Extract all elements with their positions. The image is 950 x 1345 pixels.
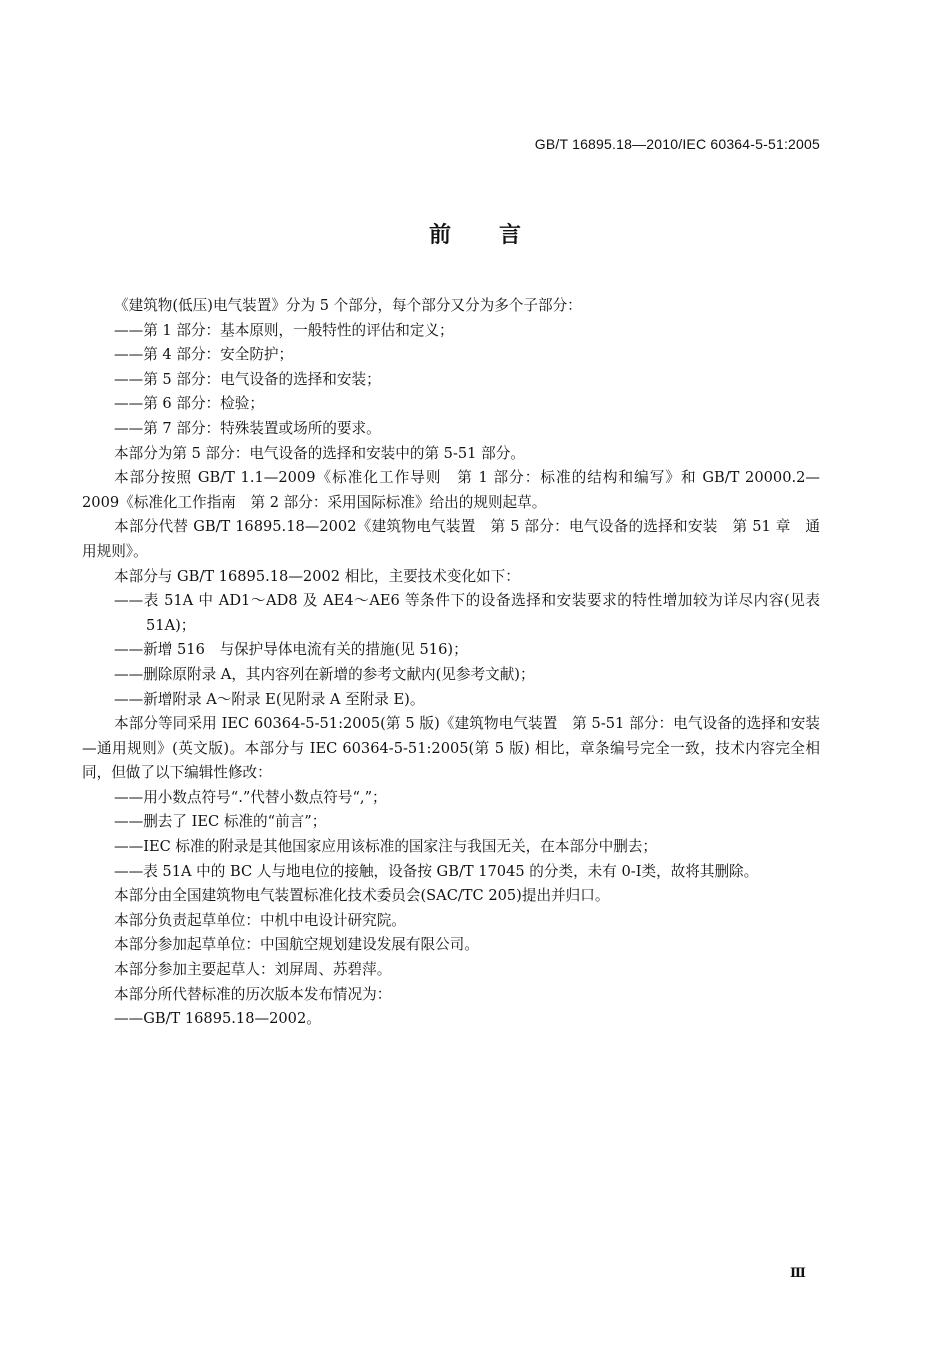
proposed-by-paragraph: 本部分由全国建筑物电气装置标准化技术委员会(SAC/TC 205)提出并归口。 — [114, 887, 610, 905]
change-list-item: ——新增 516 与保护导体电流有关的措施(见 516)； — [114, 641, 468, 659]
standard-code: GB/T 16895.18—2010/IEC 60364-5-51:2005 — [534, 136, 820, 152]
drafting-rules-paragraph: 本部分按照 GB/T 1.1—2009《标准化工作导则 第 1 部分：标准的结构和编写》和 GB/T 20000.2—2009《标准化工作指南 第 2 部分：采用国际标准》给出的规则起草。 — [82, 469, 820, 511]
page-number: Ⅲ — [790, 1266, 806, 1281]
edit-list-item: ——表 51A 中的 BC 人与地电位的接触，设备按 GB/T 17045 的分类，未有 0-Ⅰ类，故将其删除。 — [114, 862, 759, 880]
history-intro-paragraph: 本部分所代替标准的历次版本发布情况为： — [114, 985, 392, 1003]
part-list-item: ——第 1 部分：基本原则，一般特性的评估和定义； — [114, 321, 454, 339]
drafters-paragraph: 本部分参加主要起草人：刘屏周、苏碧萍。 — [114, 961, 392, 979]
history-list-item: ——GB/T 16895.18—2002。 — [114, 1010, 321, 1028]
drafting-unit-paragraph: 本部分负责起草单位：中机中电设计研究院。 — [114, 911, 406, 929]
edit-list-item: ——IEC 标准的附录是其他国家应用该标准的国家注与我国无关，在本部分中删去； — [114, 838, 658, 856]
change-list-item: ——表 51A 中 AD1～AD8 及 AE4～AE6 等条件下的设备选择和安装要求的特性增加较为详尽内容(见表 51A)； — [114, 592, 820, 634]
part-list-item: ——第 7 部分：特殊装置或场所的要求。 — [114, 419, 381, 437]
replaces-paragraph: 本部分代替 GB/T 16895.18—2002《建筑物电气装置 第 5 部分：电气设备的选择和安装 第 51 章 通用规则》。 — [82, 518, 820, 560]
part-list-item: ——第 4 部分：安全防护； — [114, 346, 294, 364]
intro-paragraph: 《建筑物(低压)电气装置》分为 5 个部分，每个部分又分为多个子部分： — [114, 297, 582, 314]
page-title: 前言 — [428, 223, 569, 248]
change-list-item: ——新增附录 A～附录 E(见附录 A 至附录 E)。 — [114, 690, 425, 708]
participating-unit-paragraph: 本部分参加起草单位：中国航空规划建设发展有限公司。 — [114, 936, 479, 954]
adoption-paragraph: 本部分等同采用 IEC 60364-5-51:2005(第 5 版)《建筑物电气装置 第 5-51 部分：电气设备的选择和安装—通用规则》(英文版)。本部分与 IEC 60364-5-51:2005(第 5 版) 相比，章条编号完全一致，技术内容完全相同，但做了以下编辑性修改： — [82, 715, 820, 782]
edit-list-item: ——删去了 IEC 标准的“前言”； — [114, 813, 327, 831]
scope-paragraph: 本部分为第 5 部分：电气设备的选择和安装中的第 5-51 部分。 — [114, 444, 525, 462]
change-list-item: ——删除原附录 A，其内容列在新增的参考文献内(见参考文献)； — [114, 665, 535, 683]
foreword-body — [82, 294, 820, 1032]
part-list-item: ——第 5 部分：电气设备的选择和安装； — [114, 370, 381, 388]
edit-list-item: ——用小数点符号“.”代替小数点符号“,”； — [114, 788, 387, 806]
changes-intro-paragraph: 本部分与 GB/T 16895.18—2002 相比，主要技术变化如下： — [114, 567, 520, 585]
part-list-item: ——第 6 部分：检验； — [114, 395, 264, 413]
